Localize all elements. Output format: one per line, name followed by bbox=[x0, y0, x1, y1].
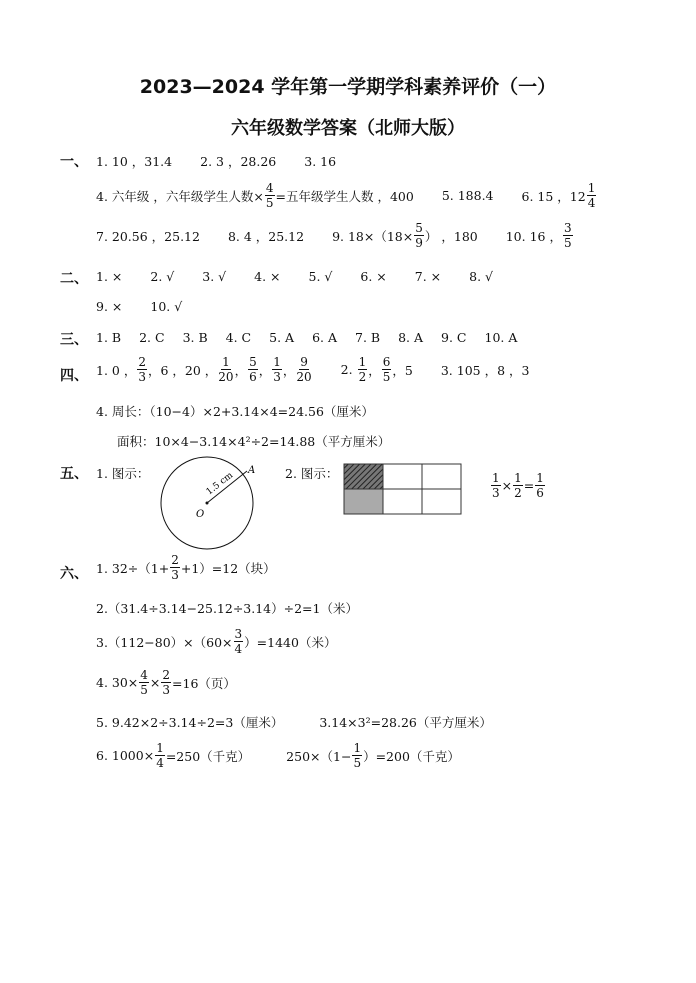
s4-answer-1: 1. 0 ， $\frac{2}{3}$ ，6 ，20 ， $\frac{1}{20}$ ， $\frac{5}{6}$ ， $\frac{1}{3}$ ， $\frac{9}{20}$ bbox=[96, 355, 312, 384]
fraction: $\frac{5}{9}$ bbox=[415, 221, 423, 250]
s2-item: 2. √ bbox=[150, 269, 175, 284]
s3-item: 6. A bbox=[312, 330, 337, 345]
s3-item: 7. B bbox=[355, 330, 381, 345]
circle-diagram bbox=[155, 451, 265, 556]
center-point bbox=[206, 502, 209, 505]
s1-answer-1: 1. 10 ，31.4 bbox=[96, 154, 173, 169]
fraction: $\frac{5}{6}$ bbox=[249, 355, 257, 384]
radius-label: 1.5 cm bbox=[204, 470, 236, 498]
s4-line-1 bbox=[96, 356, 529, 383]
s3-item: 5. A bbox=[269, 330, 295, 345]
point-a-label: A bbox=[248, 465, 256, 476]
s2-line-2 bbox=[96, 299, 182, 314]
s2-item: 8. √ bbox=[469, 269, 493, 284]
s1-answer-10: 10. 16 ， $\frac{3}{5}$ bbox=[505, 221, 572, 250]
section-5-label: 五、 bbox=[60, 466, 88, 482]
s1-line-2 bbox=[96, 182, 597, 209]
s2-item: 10. √ bbox=[150, 299, 183, 314]
s1-answer-3: 3. 16 bbox=[304, 153, 337, 169]
fraction: $\frac{4}{5}$ bbox=[265, 181, 274, 210]
s4-answer-4-area: 面积：10×4−3.14×4²÷2=14.88（平方厘米） bbox=[117, 434, 391, 449]
s6-answer-5: 5. 9.42×2÷3.14÷2=3（厘米） 3.14×3²=28.26（平方厘米） bbox=[96, 715, 492, 730]
s4-answer-2: 2. $\frac{1}{2}$ ， $\frac{6}{5}$ ，5 bbox=[340, 355, 413, 384]
s3-line bbox=[96, 330, 517, 345]
page-subtitle: 六年级数学答案（北师大版） bbox=[231, 118, 465, 139]
fraction: $\frac{1}{3}$ bbox=[492, 471, 500, 500]
s1-line-1 bbox=[96, 152, 336, 170]
fraction: $\frac{4}{5}$ bbox=[140, 668, 148, 697]
s1-answer-8: 8. 4 ，25.12 bbox=[227, 228, 305, 244]
s1-answer-6: 6. 15 ，12 $\frac{1}{4}$ bbox=[521, 181, 596, 210]
fraction: $\frac{1}{4}$ bbox=[587, 181, 596, 210]
fraction: $\frac{1}{3}$ bbox=[273, 355, 281, 384]
shaded-cell bbox=[344, 489, 383, 514]
s3-item: 8. A bbox=[398, 330, 424, 345]
s5-answer-2: 2. 图示： bbox=[285, 466, 339, 481]
fraction: $\frac{1}{2}$ bbox=[514, 471, 522, 500]
s1-line-3 bbox=[96, 222, 574, 249]
grid-diagram bbox=[343, 463, 463, 517]
s3-item: 3. B bbox=[182, 330, 208, 345]
s1-answer-9: 9. 18×（18× $\frac{5}{9}$ ） ，180 bbox=[332, 221, 478, 250]
fraction: $\frac{2}{3}$ bbox=[171, 553, 179, 582]
s5-answer-1: 1. 图示： bbox=[96, 466, 150, 481]
section-2-label: 二、 bbox=[60, 271, 88, 287]
s2-item: 1. × bbox=[96, 269, 123, 284]
fraction: $\frac{1}{20}$ bbox=[218, 355, 234, 384]
s1-answer-5: 5. 188.4 bbox=[441, 188, 494, 203]
fraction: $\frac{9}{20}$ bbox=[296, 355, 312, 384]
fraction: $\frac{2}{3}$ bbox=[138, 355, 146, 384]
s2-item: 5. √ bbox=[308, 269, 333, 284]
fraction: $\frac{1}{2}$ bbox=[358, 355, 367, 384]
s4-answer-4: 4. 周长：（10−4）×2+3.14×4=24.56（厘米） bbox=[96, 404, 374, 419]
s2-item: 4. × bbox=[254, 269, 281, 284]
fraction: $\frac{6}{5}$ bbox=[382, 355, 391, 384]
section-4-label: 四、 bbox=[60, 368, 88, 384]
s2-line-1 bbox=[96, 269, 493, 284]
s1-answer-2: 2. 3 ，28.26 bbox=[200, 154, 277, 169]
s2-item: 7. × bbox=[414, 269, 442, 284]
s3-item: 2. C bbox=[139, 330, 165, 345]
s6-answer-4: 4. 30× $\frac{4}{5}$ × $\frac{2}{3}$ =16（页） bbox=[96, 668, 236, 697]
section-6-label: 六、 bbox=[60, 566, 88, 582]
s3-item: 9. C bbox=[441, 330, 467, 345]
s2-item: 6. × bbox=[360, 269, 387, 284]
fraction: $\frac{1}{5}$ bbox=[353, 741, 362, 770]
fraction: $\frac{1}{6}$ bbox=[536, 471, 544, 500]
fraction: $\frac{1}{4}$ bbox=[156, 741, 164, 770]
s6-answer-2: 2.（31.4÷3.14−25.12÷3.14）÷2=1（米） bbox=[96, 601, 358, 616]
fraction: $\frac{2}{3}$ bbox=[162, 668, 171, 697]
s2-item: 9. × bbox=[96, 299, 123, 314]
s5-equation: $\frac{1}{3}$ × $\frac{1}{2}$ = $\frac{1}{6}$ bbox=[492, 471, 544, 500]
s6-answer-3: 3.（112−80）×（60× $\frac{3}{4}$ ）=1440（米） bbox=[96, 627, 337, 656]
point-o-label: O bbox=[196, 509, 205, 520]
page-title: 2023—2024 学年第一学期学科素养评价（一） bbox=[139, 76, 557, 98]
s2-item: 3. √ bbox=[202, 269, 227, 284]
s6-answer-1: 1. 32÷（1+ $\frac{2}{3}$ +1）=12（块） bbox=[96, 553, 276, 582]
s3-item: 1. B bbox=[96, 330, 122, 345]
s1-answer-4: 4. 六年级 ，六年级学生人数× $\frac{4}{5}$ =五年级学生人数 ，400 bbox=[96, 181, 414, 210]
fraction: $\frac{3}{4}$ bbox=[234, 627, 243, 656]
s6-answer-6: 6. 1000× $\frac{1}{4}$ =250（千克） 250×（1− $\frac{1}{5}$ ）=200（千克） bbox=[96, 741, 460, 770]
s1-answer-7: 7. 20.56 ，25.12 bbox=[96, 228, 200, 244]
section-1-label: 一、 bbox=[60, 154, 88, 170]
s4-answer-3: 3. 105 ，8 ，3 bbox=[440, 362, 530, 378]
section-3-label: 三、 bbox=[60, 332, 88, 348]
s3-item: 4. C bbox=[225, 330, 252, 345]
s3-item: 10. A bbox=[484, 330, 518, 345]
fraction: $\frac{3}{5}$ bbox=[563, 221, 572, 250]
hatched-cell bbox=[344, 464, 383, 489]
